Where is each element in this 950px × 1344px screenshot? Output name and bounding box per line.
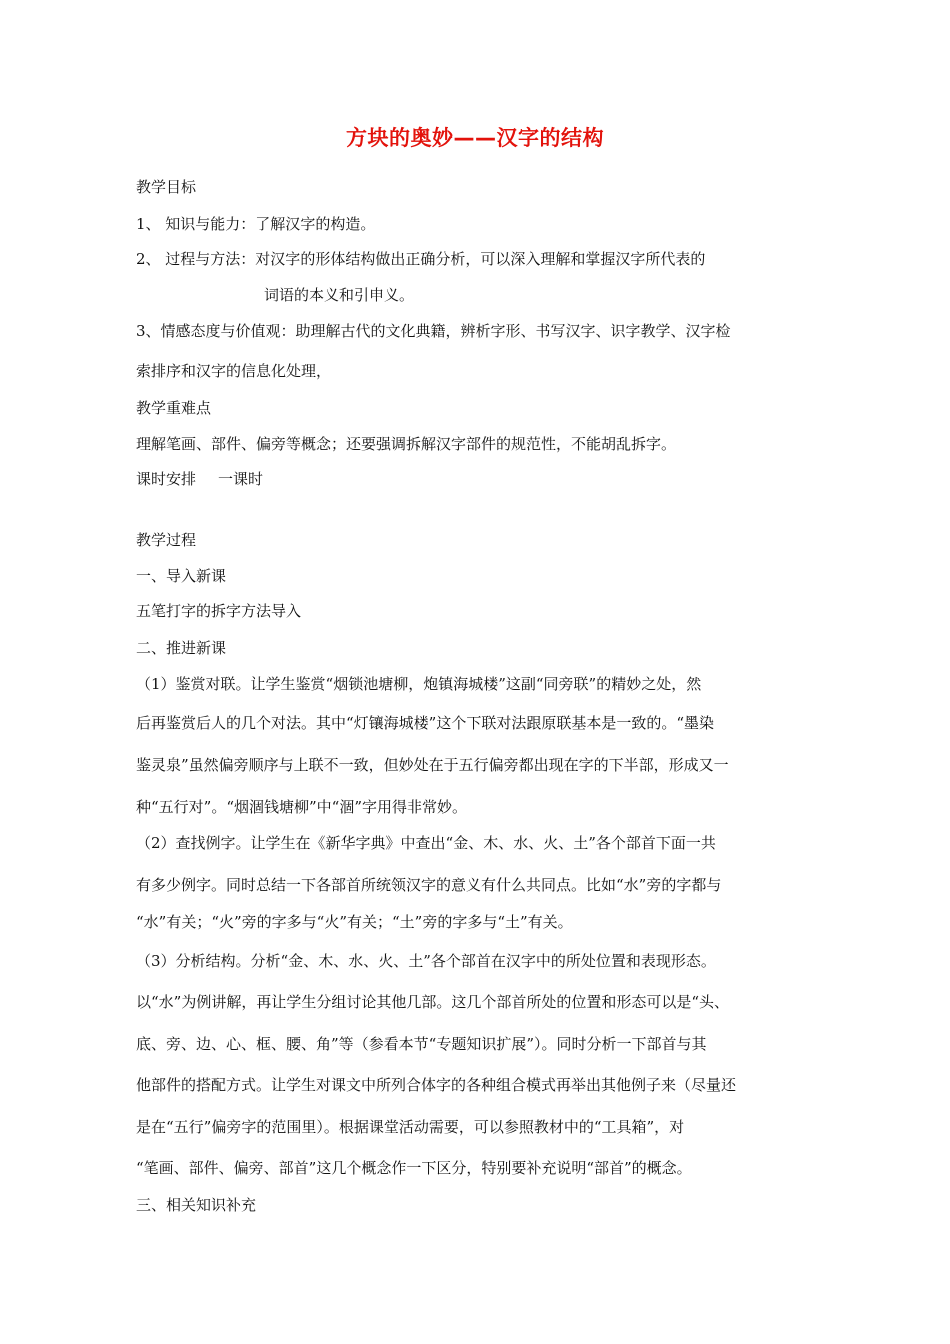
goal-3: 3、情感态度与价值观：助理解古代的文化典籍，辨析字形、书写汉字、识字教学、汉字检: [136, 322, 731, 340]
schedule-label: 课时安排: [136, 470, 197, 488]
heading-goals: 教学目标: [136, 178, 197, 196]
paragraph-1-line-1: （1）鉴赏对联。让学生鉴赏“烟锁池塘柳，炮镇海城楼”这副“同旁联”的精妙之处，然: [136, 675, 702, 693]
paragraph-1-line-3: 鉴灵泉”虽然偏旁顺序与上联不一致，但妙处在于五行偏旁都出现在字的下半部，形成又一: [136, 756, 729, 774]
paragraph-3-line-4: 他部件的搭配方式。让学生对课文中所列合体字的各种组合模式再举出其他例子来（尽量还: [136, 1076, 737, 1094]
paragraph-1-line-4: 种“五行对”。“烟涸钱塘柳”中“涸”字用得非常妙。: [136, 798, 468, 816]
section-1-heading: 一、导入新课: [136, 567, 227, 585]
paragraph-2-line-1: （2）查找例字。让学生在《新华字典》中查出“金、木、水、火、土”各个部首下面一共: [136, 834, 716, 852]
paragraph-3-line-6: “笔画、部件、偏旁、部首”这几个概念作一下区分，特别要补充说明“部首”的概念。: [136, 1159, 692, 1177]
paragraph-3-line-1: （3）分析结构。分析“金、木、水、火、土”各个部首在汉字中的所处位置和表现形态。: [136, 952, 716, 970]
goal-2-continued: 词语的本义和引申义。: [264, 286, 415, 304]
section-3-heading: 三、相关知识补充: [136, 1196, 257, 1214]
paragraph-1-line-2: 后再鉴赏后人的几个对法。其中“灯镶海城楼”这个下联对法跟原联基本是一致的。“墨染: [136, 714, 715, 732]
goal-3-continued: 索排序和汉字的信息化处理，: [136, 362, 332, 380]
heading-key-points: 教学重难点: [136, 399, 212, 417]
paragraph-2-line-2: 有多少例字。同时总结一下各部首所统领汉字的意义有什么共同点。比如“水”旁的字都与: [136, 876, 722, 894]
schedule-value: 一课时: [218, 470, 264, 488]
paragraph-3-line-2: 以“水”为例讲解，再让学生分组讨论其他几部。这几个部首所处的位置和形态可以是“头、: [136, 993, 730, 1011]
heading-process: 教学过程: [136, 531, 197, 549]
goal-2: 2、 过程与方法：对汉字的形体结构做出正确分析，可以深入理解和掌握汉字所代表的: [136, 250, 706, 268]
section-1-text: 五笔打字的拆字方法导入: [136, 602, 302, 620]
goal-1: 1、 知识与能力：了解汉字的构造。: [136, 215, 376, 233]
page-title: 方块的奥妙——汉字的结构: [346, 126, 604, 150]
section-2-heading: 二、推进新课: [136, 639, 227, 657]
key-points-text: 理解笔画、部件、偏旁等概念；还要强调拆解汉字部件的规范性，不能胡乱拆字。: [136, 435, 677, 453]
schedule-row: [136, 469, 263, 489]
paragraph-3-line-3: 底、旁、边、心、框、腰、角”等（参看本节“专题知识扩展”）。同时分析一下部首与其: [136, 1035, 707, 1053]
paragraph-3-line-5: 是在“五行”偏旁字的范围里）。根据课堂活动需要，可以参照教材中的“工具箱”，对: [136, 1118, 685, 1136]
paragraph-2-line-3: “水”有关；“火”旁的字多与“火”有关；“土”旁的字多与“土”有关。: [136, 913, 573, 931]
